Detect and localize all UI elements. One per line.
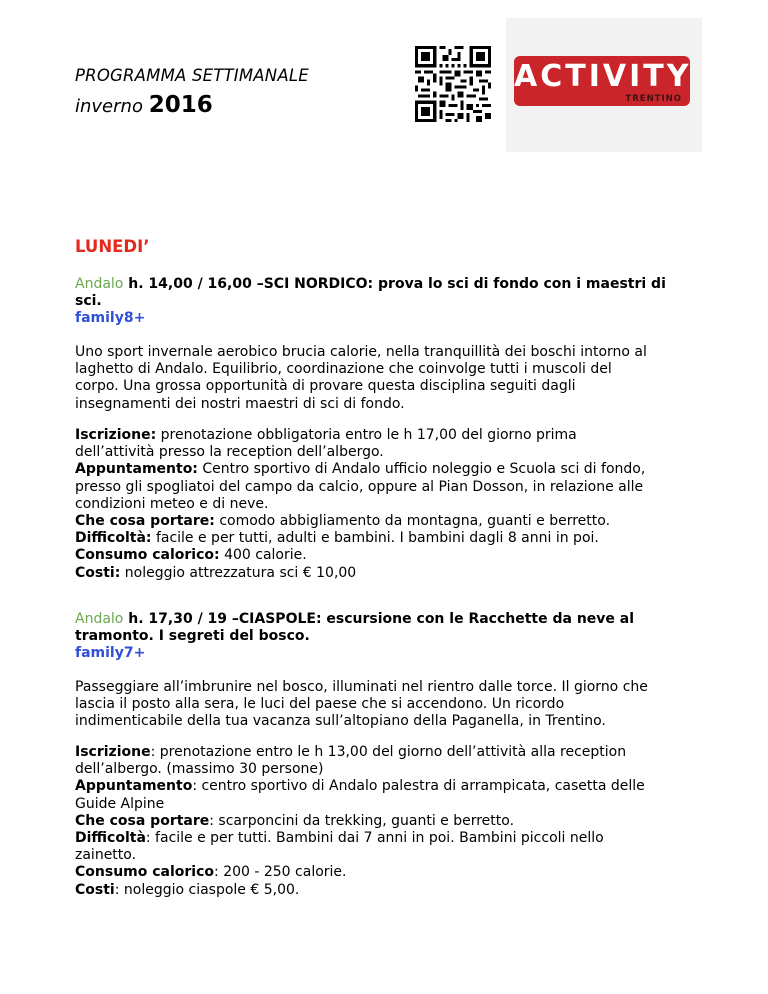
activity-title-cont: tramonto. I segreti del bosco. bbox=[75, 628, 310, 645]
detail-text: facile e per tutti, adulti e bambini. I bambini dagli 8 anni in poi. bbox=[151, 530, 599, 547]
description-line: corpo. Una grossa opportunità di provare questa disciplina seguiti dagli bbox=[75, 378, 576, 395]
detail-label: Iscrizione bbox=[75, 744, 151, 760]
detail-text: comodo abbigliamento da montagna, guanti e berretto. bbox=[214, 513, 611, 530]
detail-text: noleggio attrezzatura sci € 10,00 bbox=[120, 564, 357, 581]
detail-label: Che cosa portare bbox=[75, 812, 210, 829]
detail-label: Consumo calorico: bbox=[75, 547, 220, 564]
season-word: inverno bbox=[75, 96, 143, 117]
detail-text: dell’attività presso la reception dell’albergo. bbox=[75, 444, 384, 461]
logo-word: ACTIVITY bbox=[514, 59, 692, 94]
detail-text: Centro sportivo di Andalo ufficio noleggio e Scuola sci di fondo, bbox=[197, 461, 646, 478]
activity-details bbox=[75, 427, 695, 582]
activity-details bbox=[75, 744, 695, 899]
season-line bbox=[75, 92, 213, 118]
detail-text: : 200 - 250 calorie. bbox=[214, 864, 347, 881]
detail-text: prenotazione obbligatoria entro le h 17,00 del giorno prima bbox=[156, 427, 577, 443]
detail-text: : centro sportivo di Andalo palestra di arrampicata, casetta delle bbox=[192, 778, 645, 795]
detail-cost bbox=[75, 565, 695, 582]
detail-calories bbox=[75, 864, 695, 881]
qr-code-icon bbox=[413, 46, 493, 122]
detail-cost bbox=[75, 882, 695, 899]
detail-label: Difficoltà bbox=[75, 830, 146, 847]
detail-bring bbox=[75, 513, 695, 530]
detail-label: Costi bbox=[75, 881, 115, 898]
activity-heading bbox=[75, 276, 695, 328]
detail-label: Costi: bbox=[75, 564, 121, 581]
detail-registration bbox=[75, 427, 695, 444]
detail-label: Che cosa portare: bbox=[75, 513, 215, 530]
description-line: Passeggiare all’imbrunire nel bosco, illuminati nel rientro dalle torce. Il giorno che bbox=[75, 679, 648, 695]
activity-title-cont: sci. bbox=[75, 293, 102, 310]
detail-text: : prenotazione entro le h 13,00 del giorno dell’attività alla reception bbox=[150, 744, 627, 760]
logo-subtitle: TRENTINO bbox=[625, 94, 682, 104]
activity-place: Andalo bbox=[75, 611, 124, 627]
detail-label: Iscrizione: bbox=[75, 427, 157, 443]
detail-difficulty bbox=[75, 530, 695, 547]
activity-description bbox=[75, 344, 695, 413]
program-title: PROGRAMMA SETTIMANALE bbox=[75, 66, 309, 85]
description-line: Uno sport invernale aerobico brucia calorie, nella tranquillità dei boschi intorno al bbox=[75, 344, 647, 360]
detail-label: Appuntamento bbox=[75, 778, 193, 795]
detail-bring bbox=[75, 813, 695, 830]
day-heading: LUNEDI’ bbox=[75, 237, 150, 256]
detail-registration bbox=[75, 744, 695, 761]
activity-title: h. 14,00 / 16,00 –SCI NORDICO: prova lo sci di fondo con i maestri di bbox=[123, 276, 666, 292]
detail-text: presso gli spogliatoi del campo da calcio, oppure al Pian Dosson, in relazione alle bbox=[75, 478, 644, 495]
activity-title: h. 17,30 / 19 –CIASPOLE: escursione con le Racchette da neve al bbox=[123, 611, 635, 627]
activity-logo bbox=[514, 56, 690, 106]
season-year: 2016 bbox=[148, 92, 213, 118]
detail-text: Guide Alpine bbox=[75, 795, 165, 812]
detail-text: zainetto. bbox=[75, 847, 137, 864]
detail-text: condizioni meteo e di neve. bbox=[75, 495, 269, 512]
description-line: laghetto di Andalo. Equilibrio, coordinazione che coinvolge tutti i muscoli del bbox=[75, 361, 612, 378]
description-line: lascia il posto alla sera, le luci del paese che si accendono. Un ricordo bbox=[75, 696, 565, 713]
activity-heading bbox=[75, 611, 695, 663]
family-tag: family8+ bbox=[75, 310, 146, 327]
detail-text: : noleggio ciaspole € 5,00. bbox=[114, 881, 300, 898]
detail-text: dell’albergo. (massimo 30 persone) bbox=[75, 761, 324, 778]
detail-label: Consumo calorico bbox=[75, 864, 215, 881]
detail-difficulty bbox=[75, 830, 695, 847]
detail-text: 400 calorie. bbox=[219, 547, 307, 564]
detail-label: Difficoltà: bbox=[75, 530, 152, 547]
activity-place: Andalo bbox=[75, 276, 124, 292]
description-line: indimenticabile della tua vacanza sull’altopiano della Paganella, in Trentino. bbox=[75, 713, 606, 730]
detail-text: : facile e per tutti. Bambini dai 7 anni in poi. Bambini piccoli nello bbox=[145, 830, 604, 847]
detail-meeting bbox=[75, 778, 695, 795]
activity-description bbox=[75, 679, 695, 731]
detail-label: Appuntamento: bbox=[75, 461, 198, 478]
description-line: insegnamenti dei nostri maestri di sci di fondo. bbox=[75, 395, 405, 412]
family-tag: family7+ bbox=[75, 645, 146, 662]
detail-text: : scarponcini da trekking, guanti e berretto. bbox=[209, 812, 515, 829]
detail-meeting bbox=[75, 461, 695, 478]
detail-calories bbox=[75, 547, 695, 564]
